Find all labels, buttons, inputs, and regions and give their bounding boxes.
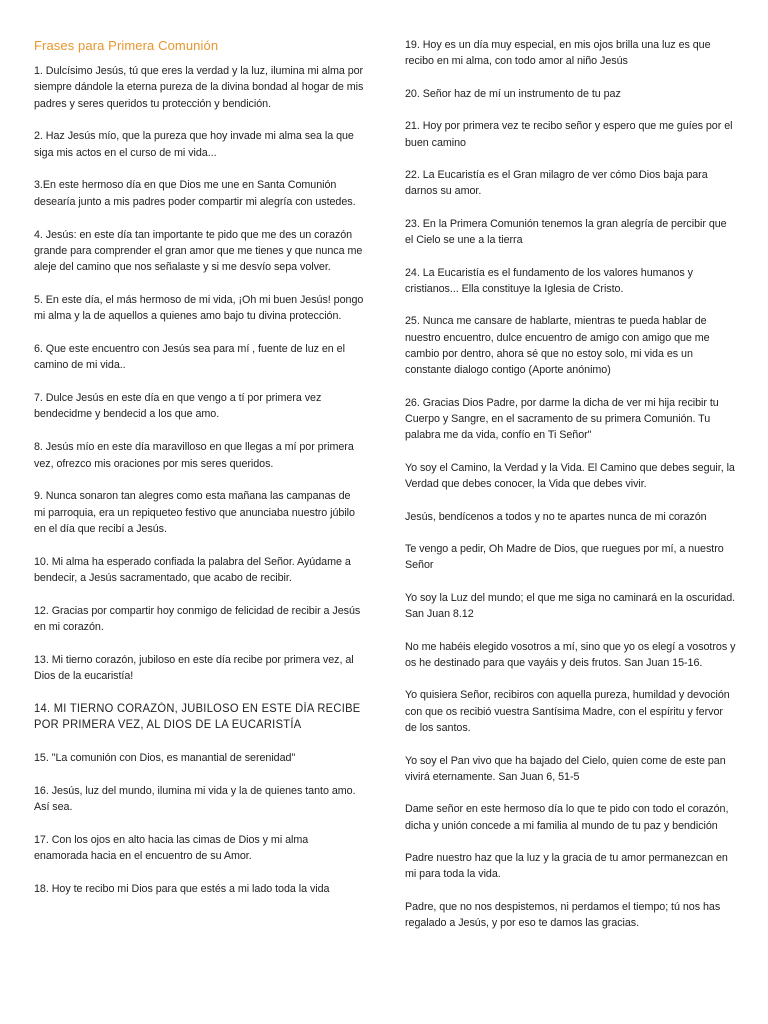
left-column — [34, 37, 364, 914]
phrase-16: 16. Jesús, luz del mundo, ilumina mi vida y la de quienes tanto amo. Así sea. — [34, 784, 356, 814]
right-column — [405, 37, 737, 948]
phrase-26: 26. Gracias Dios Padre, por darme la dicha de ver mi hija recibir tu Cuerpo y Sangre, en el sacramento de su primera Comunión. Tu palabra me da vida, confío en Ti Señor" — [405, 396, 719, 442]
phrase-12: 12. Gracias por compartir hoy conmigo de felicidad de recibir a Jesús en mi corazón. — [34, 604, 361, 634]
phrase-25: 25. Nunca me cansare de hablarte, mientras te pueda hablar de nuestro encuentro, dulce encuentro de amigo con amigo que me cambio por dentro, ahora sé que no estoy solo, mi vida es un constante dialogo contigo (Aporte anónimo) — [405, 315, 710, 377]
phrase-3: 3.En este hermoso día en que Dios me une en Santa Comunión desearía junto a mis padres poder compartir mi alegría con ustedes. — [34, 179, 356, 208]
phrase-camino-verdad-vida: Yo soy el Camino, la Verdad y la Vida. El Camino que debes seguir, la Verdad que debes conocer, la Vida que debes vivir. — [405, 461, 735, 491]
phrase-luz-del-mundo: Yo soy la Luz del mundo; el que me siga no caminará en la oscuridad. San Juan 8.12 — [405, 591, 736, 621]
phrase-9: 9. Nunca sonaron tan alegres como esta mañana las campanas de mi parroquia, era un repiqueteo festivo que anunciaba nuestro júbilo en el día que recibí a Jesús. — [34, 490, 355, 535]
phrase-no-me-habeis-elegido: No me habéis elegido vosotros a mí, sino que yo os elegí a vosotros y os he destinado para que vayáis y deis frutos. San Juan 15-16. — [405, 640, 736, 669]
phrase-8: 8. Jesús mío en este día maravilloso en que llegas a mí por primera vez, ofrezco mis oraciones por mis seres queridos. — [34, 441, 354, 470]
phrase-18: 18. Hoy te recibo mi Dios para que estés a mi lado toda la vida — [34, 883, 330, 896]
phrase-19: 19. Hoy es un día muy especial, en mis ojos brilla una luz es que recibo en mi alma, con todo amor al niño Jesús — [405, 39, 711, 68]
phrase-pan-vivo: Yo soy el Pan vivo que ha bajado del Cielo, quien come de este pan vivirá eternamente. San Juan 6, 51-5 — [405, 754, 726, 783]
phrase-10: 10. Mi alma ha esperado confiada la palabra del Señor. Ayúdame a bendecir, a Jesús sacramentado, que acabo de recibir. — [34, 555, 351, 585]
phrase-yo-quisiera-senor: Yo quisiera Señor, recibiros con aquella pureza, humildad y devoción con que os recibió vuestra Santísima Madre, con el espíritu y fervor de los santos. — [405, 689, 730, 735]
phrase-17: 17. Con los ojos en alto hacia las cimas de Dios y mi alma enamorada hacia en el encuentro de su Amor. — [34, 834, 309, 863]
phrase-padre-no-nos-despistemos: Padre, que no nos despistemos, ni perdamos el tiempo; tú nos has regalado a Jesús, y por eso te damos las gracias. — [405, 900, 721, 930]
phrase-7: 7. Dulce Jesús en este día en que vengo a tí por primera vez bendecidme y bendecid a los que amo. — [34, 392, 322, 421]
phrase-15: 15. "La comunión con Dios, es manantial de serenidad" — [34, 752, 296, 765]
phrase-23: 23. En la Primera Comunión tenemos la gran alegría de percibir que el Cielo se une a la tierra — [405, 217, 727, 247]
phrase-14-uppercase: 14. MI TIERNO CORAZÓN, JUBILOSO EN ESTE DÍA RECIBE POR PRIMERA VEZ, AL DIOS DE LA EUCARISTÍA — [34, 702, 361, 732]
phrase-5: 5. En este día, el más hermoso de mi vida, ¡Oh mi buen Jesús! pongo mi alma y la de aquellos a quienes amo bajo tu divina protección. — [34, 293, 364, 323]
phrase-20: 20. Señor haz de mí un instrumento de tu paz — [405, 87, 621, 100]
phrase-24: 24. La Eucaristía es el fundamento de los valores humanos y cristianos... Ella constituye la Iglesia de Cristo. — [405, 266, 693, 295]
phrase-1: 1. Dulcísimo Jesús, tú que eres la verdad y la luz, ilumina mi alma por siempre dándole la eterna pureza de la divina bondad al hogar de mis padres y seres queridos tu protección y bendición. — [34, 65, 364, 110]
phrase-4: 4. Jesús: en este día tan importante te pido que me des un corazón grande para comprender el gran amor que me tienes y que nunca me aleje del camino que nos señalaste y si me desvío sepa volver. — [34, 228, 363, 274]
phrase-6: 6. Que este encuentro con Jesús sea para mí , fuente de luz en el camino de mi vida.. — [34, 343, 345, 372]
phrase-13: 13. Mi tierno corazón, jubiloso en este día recibe por primera vez, al Dios de la eucaristía! — [34, 653, 354, 683]
phrase-madre-de-dios: Te vengo a pedir, Oh Madre de Dios, que ruegues por mí, a nuestro Señor — [405, 543, 724, 572]
phrase-21: 21. Hoy por primera vez te recibo señor y espero que me guíes por el buen camino — [405, 120, 733, 149]
document-title: Frases para Primera Comunión — [34, 38, 219, 53]
phrase-2: 2. Haz Jesús mío, que la pureza que hoy invade mi alma sea la que siga mis actos en el curso de mi vida... — [34, 130, 354, 159]
phrase-22: 22. La Eucaristía es el Gran milagro de ver cómo Dios baja para darnos su amor. — [405, 169, 708, 198]
phrase-bendicenos: Jesús, bendícenos a todos y no te apartes nunca de mi corazón — [405, 510, 707, 523]
phrase-dame-senor: Dame señor en este hermoso día lo que te pido con todo el corazón, dicha y unión concede a mi familia al mundo de tu paz y bendición — [405, 803, 729, 832]
phrase-padre-nuestro: Padre nuestro haz que la luz y la gracia de tu amor permanezcan en mi para toda la vida. — [405, 852, 728, 881]
